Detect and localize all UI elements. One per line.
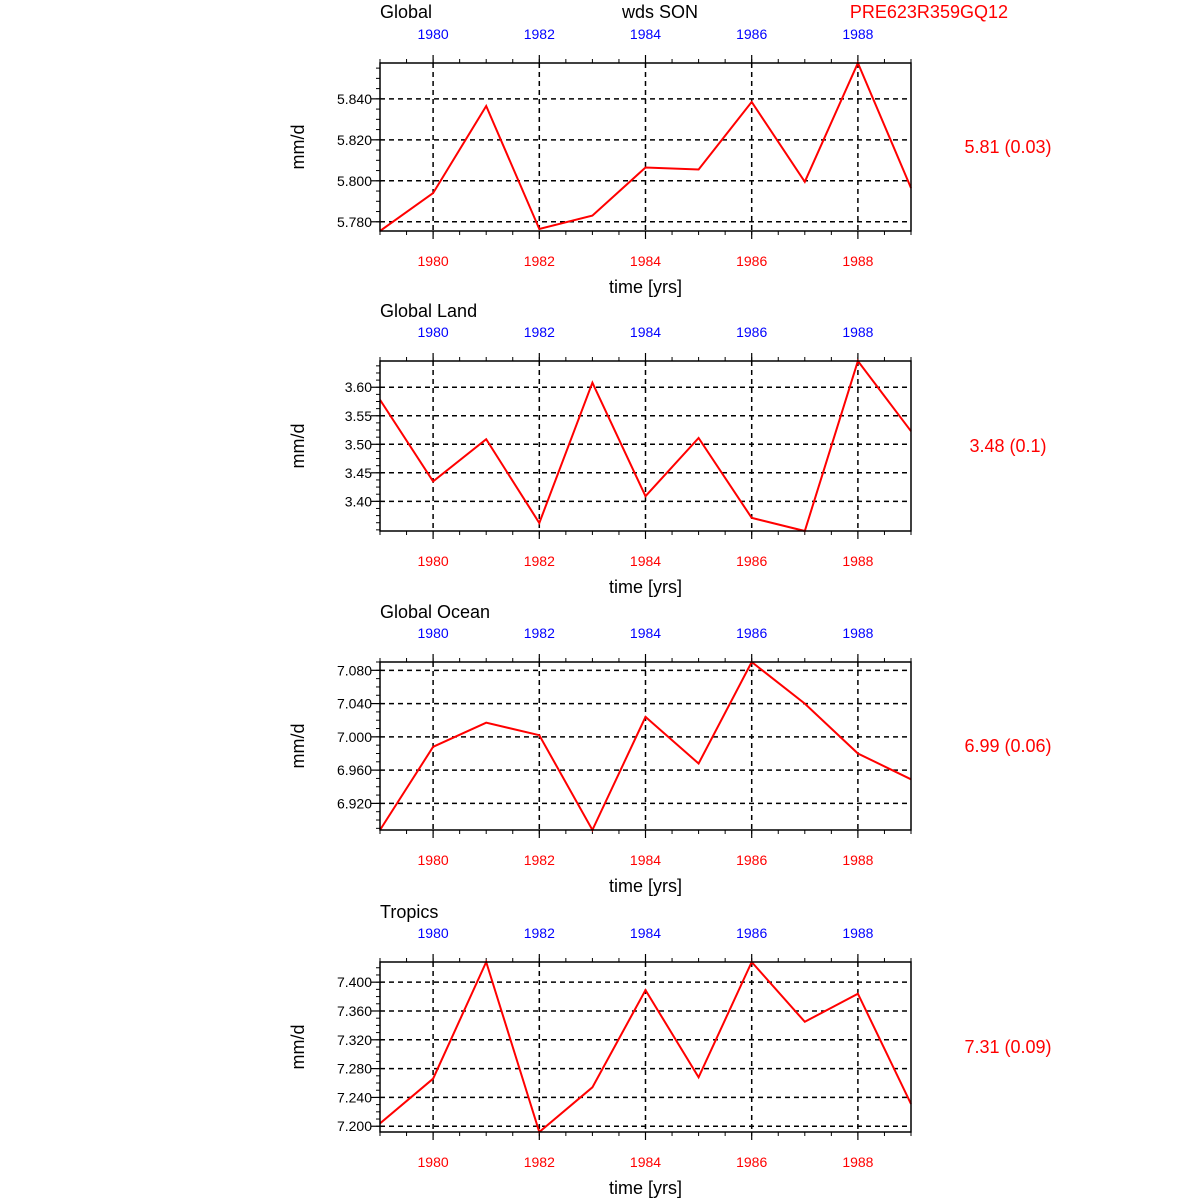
x-axis-label: time [yrs] xyxy=(608,1178,683,1198)
chart-panel xyxy=(288,902,1052,1198)
x-tick-label-bottom: 1982 xyxy=(523,852,555,868)
x-tick-label-top: 1986 xyxy=(736,26,768,42)
x-tick-label-bottom: 1986 xyxy=(736,253,768,269)
x-tick-label-bottom: 1984 xyxy=(629,1154,662,1170)
x-tick-label-top: 1980 xyxy=(417,625,449,641)
panel-annotation: 7.31 (0.09) xyxy=(964,1037,1052,1057)
x-tick-label-bottom: 1980 xyxy=(417,1154,449,1170)
x-tick-label-bottom: 1982 xyxy=(523,553,555,569)
y-tick-label: 7.080 xyxy=(336,662,372,679)
panel-annotation: 6.99 (0.06) xyxy=(964,736,1052,756)
x-tick-label-top: 1988 xyxy=(842,625,874,641)
x-tick-label-bottom: 1986 xyxy=(736,553,768,569)
chart-panel xyxy=(288,301,1047,597)
y-tick-label: 5.800 xyxy=(336,172,372,189)
x-tick-label-top: 1982 xyxy=(523,625,555,641)
x-tick-label-bottom: 1982 xyxy=(523,253,555,269)
panel-title: Global Land xyxy=(380,301,478,321)
x-tick-label-bottom: 1984 xyxy=(629,253,662,269)
y-axis-label: mm/d xyxy=(288,423,308,469)
panel-title: Tropics xyxy=(380,902,439,922)
y-tick-label: 5.820 xyxy=(336,131,372,148)
y-tick-label: 7.040 xyxy=(336,695,372,712)
x-tick-label-top: 1980 xyxy=(417,26,449,42)
x-tick-label-bottom: 1988 xyxy=(842,852,874,868)
y-tick-label: 3.60 xyxy=(344,379,372,396)
x-tick-label-top: 1988 xyxy=(842,26,874,42)
x-tick-label-top: 1986 xyxy=(736,625,768,641)
x-tick-label-bottom: 1984 xyxy=(629,553,662,569)
x-tick-label-bottom: 1982 xyxy=(523,1154,555,1170)
header-right-title: PRE623R359GQ12 xyxy=(849,2,1008,22)
y-axis-label: mm/d xyxy=(288,1024,308,1070)
y-tick-label: 7.000 xyxy=(336,728,372,745)
y-tick-label: 3.40 xyxy=(344,493,372,510)
y-tick-label: 7.360 xyxy=(336,1002,372,1019)
y-tick-label: 5.840 xyxy=(336,90,372,107)
y-tick-label: 3.50 xyxy=(344,436,372,453)
x-tick-label-bottom: 1988 xyxy=(842,553,874,569)
chart-panel xyxy=(288,602,1052,896)
x-tick-label-top: 1982 xyxy=(523,26,555,42)
y-tick-label: 5.780 xyxy=(336,213,372,230)
x-tick-label-top: 1984 xyxy=(629,324,662,340)
y-tick-label: 3.45 xyxy=(344,464,372,481)
x-tick-label-bottom: 1984 xyxy=(629,852,662,868)
x-tick-label-bottom: 1980 xyxy=(417,852,449,868)
x-tick-label-bottom: 1980 xyxy=(417,553,449,569)
y-axis-label: mm/d xyxy=(288,723,308,769)
x-tick-label-top: 1984 xyxy=(629,625,662,641)
y-tick-label: 3.55 xyxy=(344,407,372,424)
x-tick-label-top: 1980 xyxy=(417,925,449,941)
y-tick-label: 7.240 xyxy=(336,1089,372,1106)
y-axis-label: mm/d xyxy=(288,124,308,170)
panel-title: Global Ocean xyxy=(380,602,491,622)
panel-annotation: 3.48 (0.1) xyxy=(969,436,1047,456)
x-tick-label-bottom: 1980 xyxy=(417,253,449,269)
x-tick-label-bottom: 1986 xyxy=(736,1154,768,1170)
x-tick-label-top: 1988 xyxy=(842,925,874,941)
x-tick-label-bottom: 1986 xyxy=(736,852,768,868)
y-tick-label: 7.400 xyxy=(336,974,372,991)
header-center-title: wds SON xyxy=(621,2,699,22)
x-tick-label-top: 1984 xyxy=(629,26,662,42)
x-tick-label-top: 1980 xyxy=(417,324,449,340)
x-tick-label-top: 1982 xyxy=(523,324,555,340)
chart-panel xyxy=(288,26,1052,297)
x-axis-label: time [yrs] xyxy=(608,577,683,597)
header-left-title: Global xyxy=(380,2,433,22)
y-tick-label: 7.280 xyxy=(336,1060,372,1077)
y-tick-label: 6.960 xyxy=(336,762,372,779)
panel-annotation: 5.81 (0.03) xyxy=(964,137,1052,157)
y-tick-label: 7.200 xyxy=(336,1118,372,1135)
y-tick-label: 7.320 xyxy=(336,1031,372,1048)
x-tick-label-top: 1982 xyxy=(523,925,555,941)
x-tick-label-top: 1988 xyxy=(842,324,874,340)
x-tick-label-top: 1984 xyxy=(629,925,662,941)
x-axis-label: time [yrs] xyxy=(608,277,683,297)
x-tick-label-bottom: 1988 xyxy=(842,253,874,269)
x-tick-label-top: 1986 xyxy=(736,324,768,340)
x-axis-label: time [yrs] xyxy=(608,876,683,896)
x-tick-label-bottom: 1988 xyxy=(842,1154,874,1170)
x-tick-label-top: 1986 xyxy=(736,925,768,941)
y-tick-label: 6.920 xyxy=(336,795,372,812)
